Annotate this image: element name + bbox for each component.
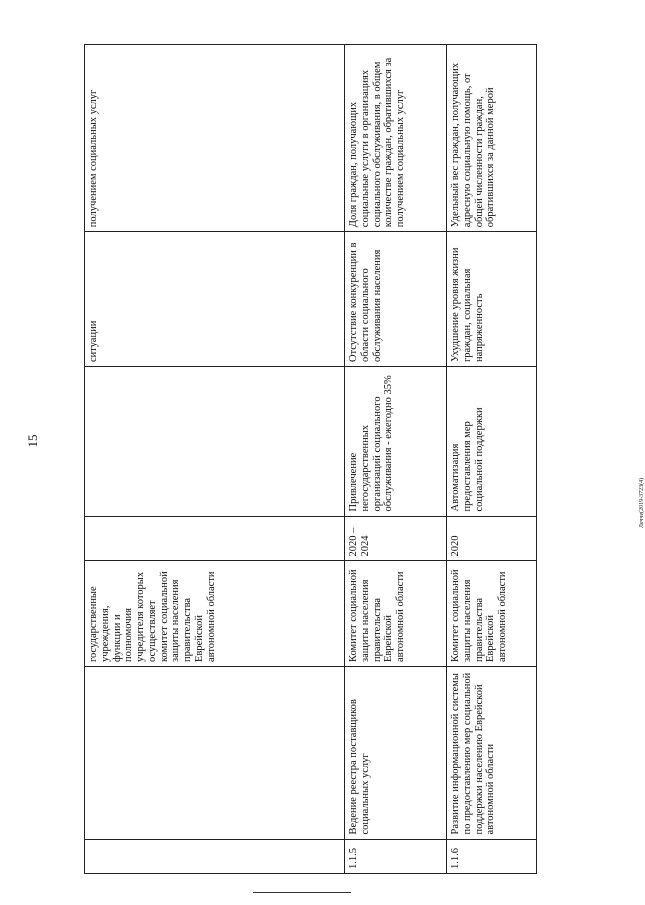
cell-executor: Комитет социальной защиты населения правительства Еврейской автономной области: [345, 561, 447, 667]
cell-indicator: Доля граждан, получающих социальные услуги в организациях социального обслуживания, в общем количестве граждан, обратившихся за получением социальных услуг: [345, 45, 447, 232]
cell-risk: ситуации: [85, 232, 345, 367]
cell-result: [85, 367, 345, 516]
page-number: 15: [25, 434, 40, 448]
cell-risk: Отсутствие конкуренции в области социального обслуживания населения: [345, 232, 447, 367]
cell-name: Ведение реестра поставщиков социальных услуг: [345, 667, 447, 839]
cell-years: 2020 – 2024: [345, 516, 447, 561]
cell-name: [85, 667, 345, 839]
table-row: [447, 45, 537, 874]
cell-executor: государственные учреждения, функции и полномочия учредителя которых осуществляет комитет социальной защиты населения правительства Еврейской автономной области: [85, 561, 345, 667]
cell-num: 1.1.5: [345, 839, 447, 873]
table-rotator: [84, 44, 536, 874]
cell-result: Привлечение негосударственных организаций социального обслуживания - ежегодно 35%: [345, 367, 447, 516]
cell-num: 1.1.6: [447, 839, 537, 873]
table-row: [85, 45, 345, 874]
cell-years: [85, 516, 345, 561]
bottom-divider: [253, 892, 351, 893]
cell-years: 2020: [447, 516, 537, 561]
cell-risk: Ухудшение уровня жизни граждан, социальная напряженность: [447, 232, 537, 367]
document-table-area: [84, 44, 536, 874]
cell-indicator: получением социальных услуг: [85, 45, 345, 232]
table-row: [345, 45, 447, 874]
cell-indicator: Удельный вес граждан, получающих адресную социальную помощь, от общей численности граждан, обратившихся за данной мерой: [447, 45, 537, 232]
measures-table: [84, 44, 537, 874]
cell-executor: Комитет социальной защиты населения правительства Еврейской автономной области: [447, 561, 537, 667]
cell-result: Автоматизация предоставления мер социальной поддержки: [447, 367, 537, 516]
footer-document-code: Лечче(2019-3723(4): [639, 477, 645, 529]
cell-num: [85, 839, 345, 873]
cell-name: Развитие информационной системы по предоставлению мер социальной поддержки населению Еврейской автономной области: [447, 667, 537, 839]
